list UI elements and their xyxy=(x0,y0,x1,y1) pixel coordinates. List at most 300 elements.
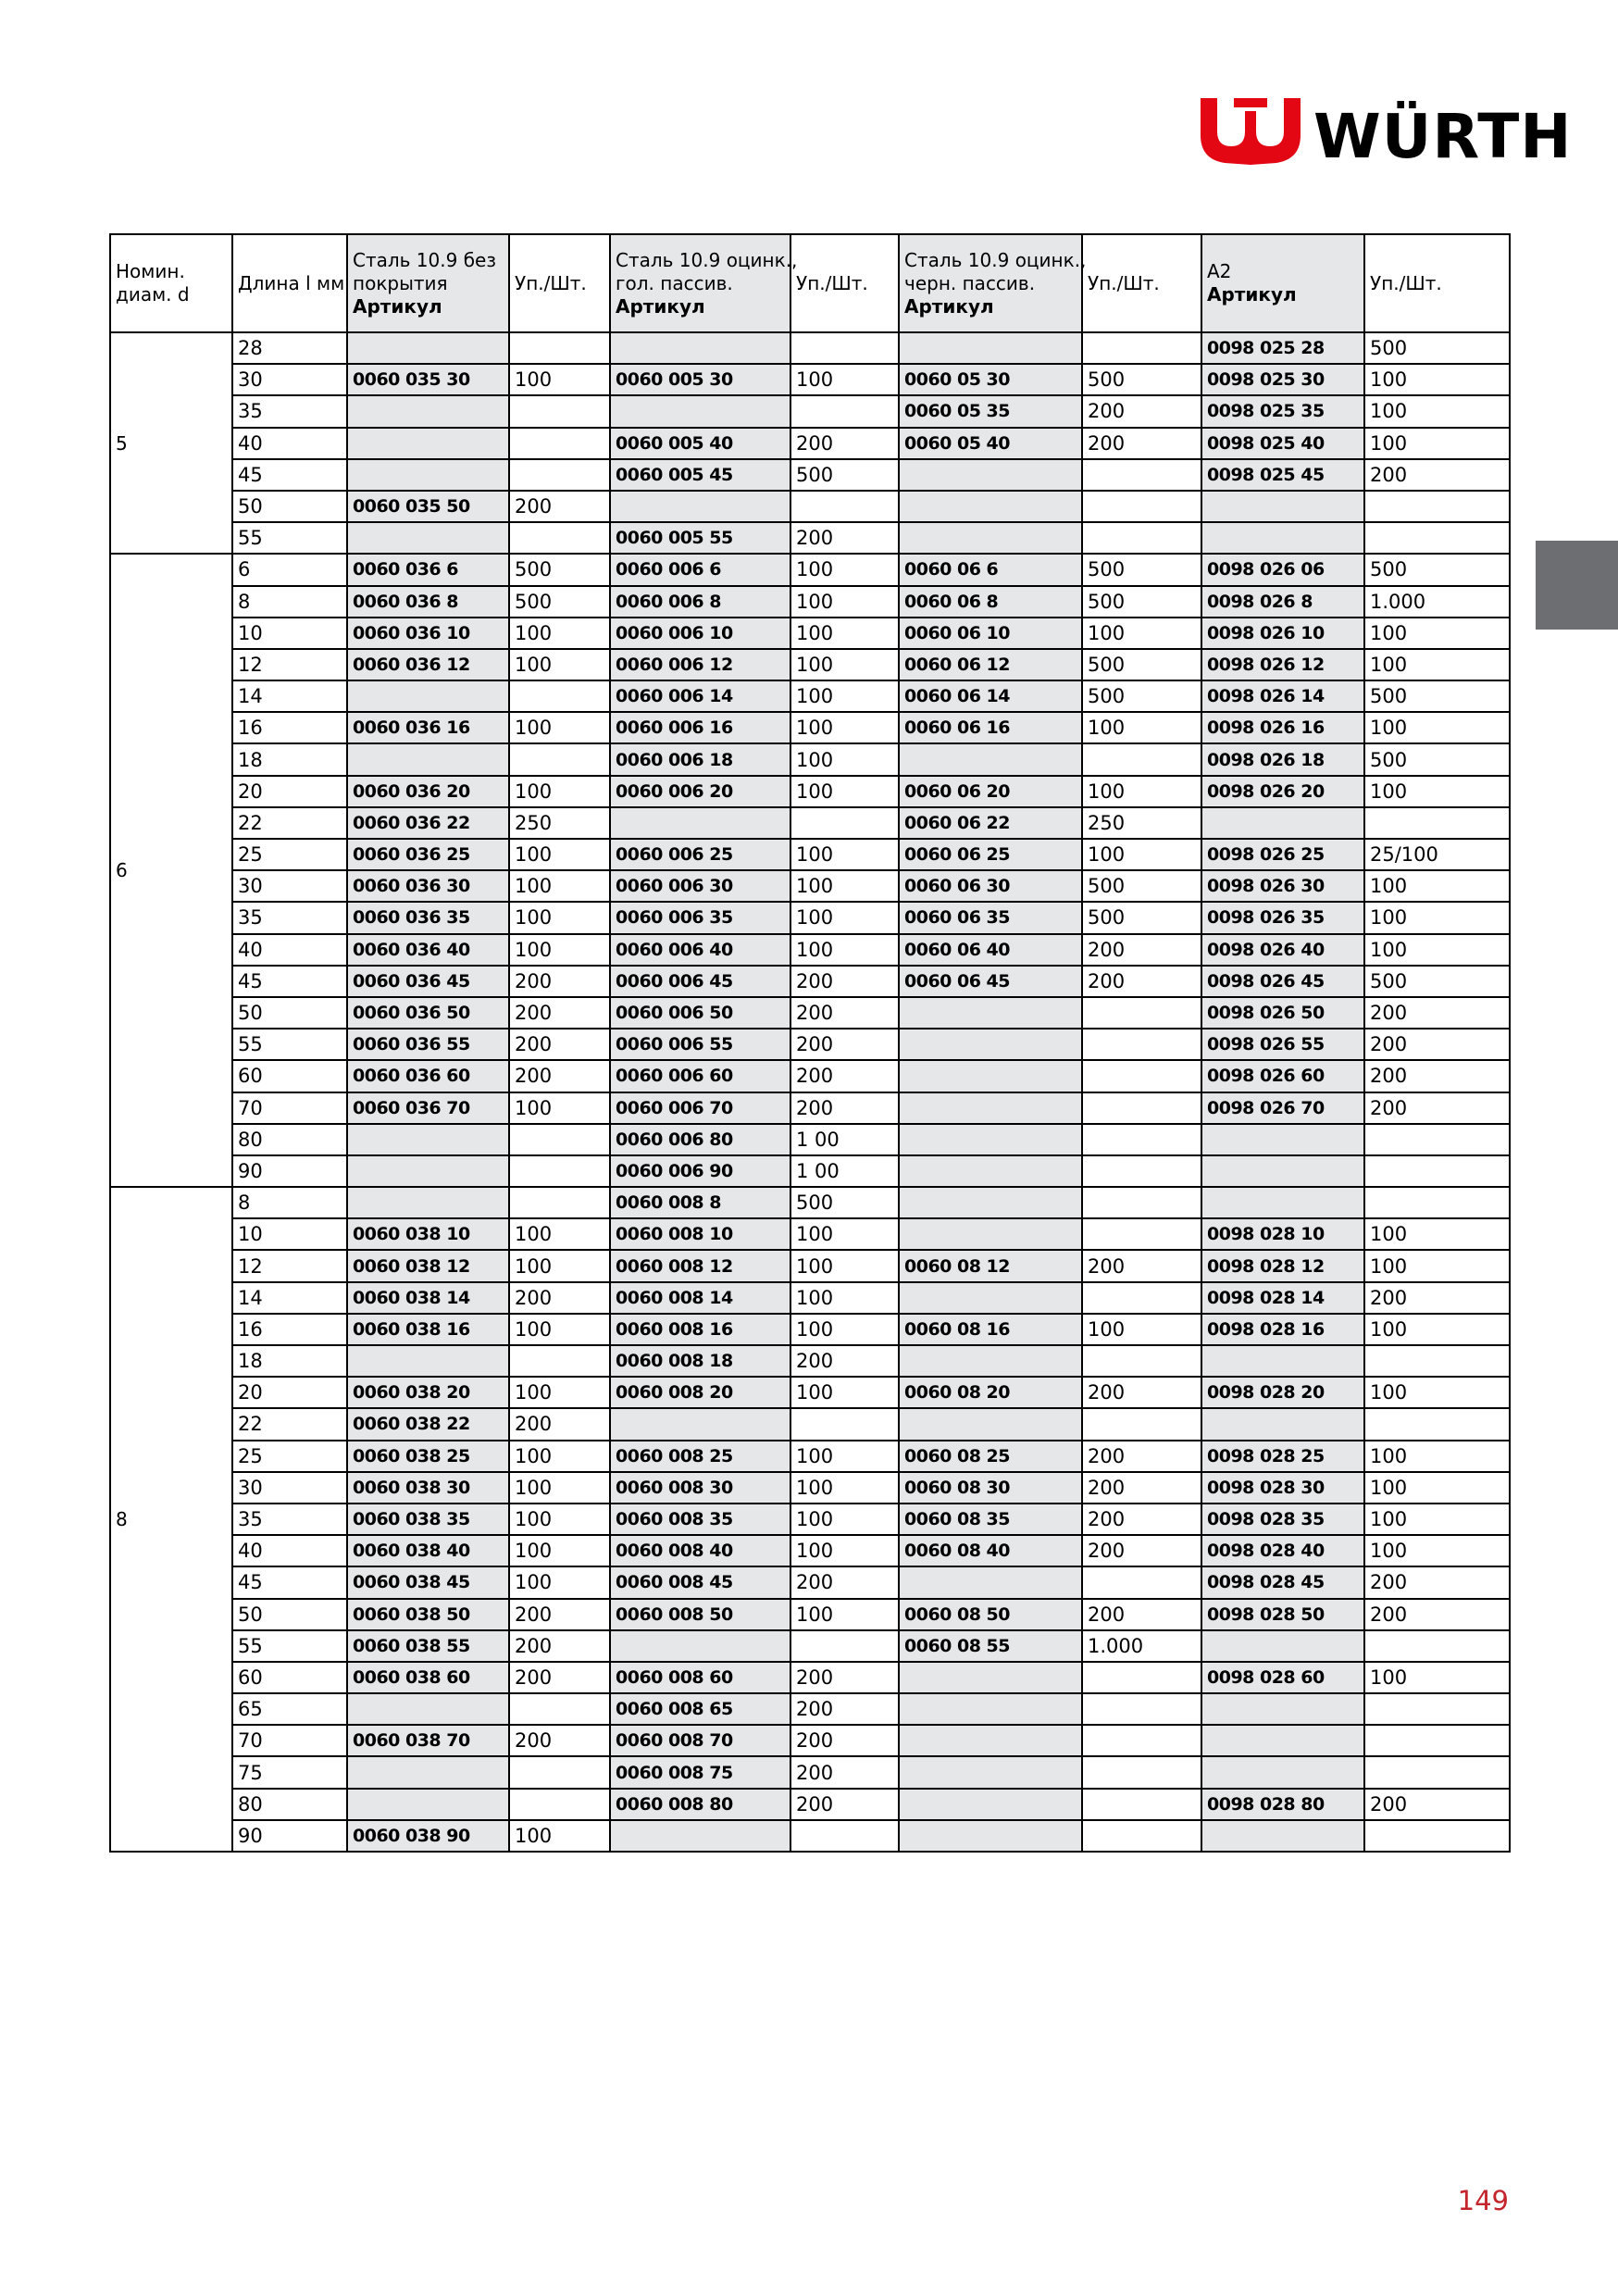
length-cell: 18 xyxy=(232,743,347,775)
table-row xyxy=(110,1124,1510,1155)
article-zinc-black xyxy=(899,332,1082,364)
pack-qty: 100 xyxy=(790,1441,899,1472)
length-cell: 12 xyxy=(232,1250,347,1281)
pack-qty: 100 xyxy=(790,839,899,870)
pack-qty xyxy=(1364,1756,1510,1788)
article-steel-uncoated xyxy=(347,1756,509,1788)
article-steel-uncoated: 0060 038 12 xyxy=(347,1250,509,1281)
article-steel-uncoated: 0060 038 60 xyxy=(347,1662,509,1693)
article-zinc-blue: 0060 008 16 xyxy=(610,1314,790,1345)
table-row xyxy=(110,1029,1510,1060)
article-a2: 0098 028 35 xyxy=(1201,1504,1364,1535)
pack-qty: 500 xyxy=(1364,332,1510,364)
pack-qty xyxy=(509,332,610,364)
article-a2: 0098 026 60 xyxy=(1201,1060,1364,1092)
table-row xyxy=(110,680,1510,712)
pack-qty xyxy=(1364,1124,1510,1155)
length-cell: 22 xyxy=(232,1408,347,1440)
article-a2: 0098 025 30 xyxy=(1201,364,1364,395)
article-a2 xyxy=(1201,1155,1364,1187)
pack-qty xyxy=(1364,1155,1510,1187)
pack-qty xyxy=(1082,522,1201,554)
article-steel-uncoated: 0060 036 40 xyxy=(347,934,509,966)
article-steel-uncoated: 0060 038 22 xyxy=(347,1408,509,1440)
header-pack-qty: Уп./Шт. xyxy=(1364,234,1510,332)
header-stainless-a2 xyxy=(1201,234,1364,332)
pack-qty: 100 xyxy=(1364,1535,1510,1566)
pack-qty xyxy=(509,428,610,459)
pack-qty: 100 xyxy=(790,1314,899,1345)
article-a2: 0098 026 12 xyxy=(1201,649,1364,680)
length-cell: 16 xyxy=(232,712,347,743)
article-a2 xyxy=(1201,491,1364,522)
pack-qty xyxy=(790,1820,899,1852)
article-zinc-blue xyxy=(610,1820,790,1852)
article-steel-uncoated: 0060 038 70 xyxy=(347,1725,509,1756)
article-zinc-black: 0060 08 20 xyxy=(899,1377,1082,1408)
article-zinc-blue: 0060 006 50 xyxy=(610,997,790,1029)
article-table xyxy=(109,233,1511,1853)
article-a2 xyxy=(1201,1756,1364,1788)
pack-qty: 200 xyxy=(790,1756,899,1788)
table-row xyxy=(110,332,1510,364)
table-row xyxy=(110,776,1510,807)
pack-qty: 200 xyxy=(790,966,899,997)
pack-qty: 500 xyxy=(1082,364,1201,395)
pack-qty: 500 xyxy=(1082,649,1201,680)
article-a2: 0098 026 10 xyxy=(1201,618,1364,649)
length-cell: 45 xyxy=(232,459,347,491)
length-cell: 35 xyxy=(232,1504,347,1535)
header-article-label: Артикул xyxy=(904,294,994,318)
pack-qty: 100 xyxy=(1364,712,1510,743)
article-zinc-blue: 0060 008 35 xyxy=(610,1504,790,1535)
pack-qty: 100 xyxy=(1364,870,1510,902)
article-steel-uncoated xyxy=(347,1124,509,1155)
article-zinc-blue xyxy=(610,332,790,364)
pack-qty: 100 xyxy=(509,776,610,807)
article-zinc-blue: 0060 008 18 xyxy=(610,1345,790,1377)
article-zinc-black: 0060 08 50 xyxy=(899,1599,1082,1630)
article-steel-uncoated xyxy=(347,522,509,554)
wurth-logo-text: WÜRTH xyxy=(1313,101,1573,172)
length-cell: 60 xyxy=(232,1662,347,1693)
pack-qty xyxy=(1364,807,1510,839)
table-row xyxy=(110,712,1510,743)
pack-qty: 200 xyxy=(509,1630,610,1662)
article-steel-uncoated: 0060 038 90 xyxy=(347,1820,509,1852)
article-zinc-black: 0060 08 40 xyxy=(899,1535,1082,1566)
pack-qty: 100 xyxy=(1082,618,1201,649)
header-steel-zinc-black xyxy=(899,234,1087,332)
article-a2 xyxy=(1201,1820,1364,1852)
article-a2: 0098 026 16 xyxy=(1201,712,1364,743)
header-line2: покрытия xyxy=(353,271,448,294)
pack-qty: 100 xyxy=(790,1282,899,1314)
table-row xyxy=(110,1789,1510,1820)
article-zinc-black: 0060 05 40 xyxy=(899,428,1082,459)
length-cell: 45 xyxy=(232,966,347,997)
article-steel-uncoated: 0060 036 25 xyxy=(347,839,509,870)
article-steel-uncoated: 0060 038 55 xyxy=(347,1630,509,1662)
length-cell: 28 xyxy=(232,332,347,364)
pack-qty: 100 xyxy=(509,1218,610,1250)
pack-qty: 100 xyxy=(1364,649,1510,680)
article-a2: 0098 028 10 xyxy=(1201,1218,1364,1250)
pack-qty: 200 xyxy=(1082,1535,1201,1566)
pack-qty xyxy=(1082,1155,1201,1187)
article-steel-uncoated: 0060 036 35 xyxy=(347,902,509,933)
table-row xyxy=(110,839,1510,870)
length-cell: 70 xyxy=(232,1725,347,1756)
article-zinc-blue: 0060 008 12 xyxy=(610,1250,790,1281)
article-zinc-black: 0060 06 22 xyxy=(899,807,1082,839)
table-row xyxy=(110,870,1510,902)
article-zinc-black: 0060 06 25 xyxy=(899,839,1082,870)
article-zinc-black: 0060 06 35 xyxy=(899,902,1082,933)
article-a2: 0098 026 55 xyxy=(1201,1029,1364,1060)
table-row xyxy=(110,1630,1510,1662)
pack-qty: 100 xyxy=(509,1504,610,1535)
article-zinc-blue: 0060 008 25 xyxy=(610,1441,790,1472)
article-steel-uncoated: 0060 036 45 xyxy=(347,966,509,997)
article-a2: 0098 026 8 xyxy=(1201,586,1364,618)
pack-qty: 200 xyxy=(1364,1282,1510,1314)
pack-qty: 100 xyxy=(509,1250,610,1281)
article-a2: 0098 026 06 xyxy=(1201,554,1364,585)
page-number: 149 xyxy=(1457,2185,1509,2216)
article-zinc-blue: 0060 006 70 xyxy=(610,1092,790,1124)
pack-qty: 100 xyxy=(790,870,899,902)
pack-qty xyxy=(509,1155,610,1187)
pack-qty: 100 xyxy=(1364,428,1510,459)
article-a2: 0098 026 20 xyxy=(1201,776,1364,807)
table-row xyxy=(110,1472,1510,1504)
pack-qty: 250 xyxy=(1082,807,1201,839)
article-zinc-blue: 0060 008 80 xyxy=(610,1789,790,1820)
pack-qty: 200 xyxy=(509,1662,610,1693)
pack-qty xyxy=(1082,491,1201,522)
pack-qty: 100 xyxy=(790,680,899,712)
pack-qty: 200 xyxy=(1082,1472,1201,1504)
pack-qty xyxy=(1082,1693,1201,1725)
pack-qty: 200 xyxy=(1082,1504,1201,1535)
article-zinc-blue: 0060 006 90 xyxy=(610,1155,790,1187)
article-steel-uncoated: 0060 036 10 xyxy=(347,618,509,649)
article-zinc-black xyxy=(899,1820,1082,1852)
table-row xyxy=(110,1408,1510,1440)
pack-qty: 500 xyxy=(1082,586,1201,618)
table-row xyxy=(110,618,1510,649)
article-zinc-black: 0060 06 14 xyxy=(899,680,1082,712)
length-cell: 25 xyxy=(232,839,347,870)
article-steel-uncoated: 0060 038 25 xyxy=(347,1441,509,1472)
pack-qty xyxy=(1082,1566,1201,1598)
article-steel-uncoated: 0060 036 30 xyxy=(347,870,509,902)
article-zinc-blue: 0060 006 8 xyxy=(610,586,790,618)
pack-qty: 200 xyxy=(790,1345,899,1377)
article-zinc-black: 0060 06 30 xyxy=(899,870,1082,902)
article-zinc-black xyxy=(899,1789,1082,1820)
article-steel-uncoated xyxy=(347,332,509,364)
length-cell: 90 xyxy=(232,1820,347,1852)
pack-qty: 500 xyxy=(1082,554,1201,585)
article-zinc-blue: 0060 006 45 xyxy=(610,966,790,997)
length-cell: 8 xyxy=(232,586,347,618)
pack-qty: 200 xyxy=(1364,1060,1510,1092)
pack-qty: 500 xyxy=(1364,966,1510,997)
table-row xyxy=(110,1599,1510,1630)
table-row xyxy=(110,428,1510,459)
article-zinc-blue: 0060 006 35 xyxy=(610,902,790,933)
table-row xyxy=(110,1820,1510,1852)
length-cell: 35 xyxy=(232,902,347,933)
pack-qty: 100 xyxy=(509,364,610,395)
table-row xyxy=(110,586,1510,618)
article-a2: 0098 025 45 xyxy=(1201,459,1364,491)
pack-qty: 200 xyxy=(509,966,610,997)
article-steel-uncoated xyxy=(347,743,509,775)
article-a2: 0098 026 25 xyxy=(1201,839,1364,870)
pack-qty xyxy=(509,395,610,427)
pack-qty xyxy=(1082,1029,1201,1060)
pack-qty: 200 xyxy=(790,428,899,459)
pack-qty: 500 xyxy=(1364,743,1510,775)
pack-qty: 100 xyxy=(1364,1441,1510,1472)
pack-qty: 100 xyxy=(790,1472,899,1504)
length-cell: 90 xyxy=(232,1155,347,1187)
table-row xyxy=(110,522,1510,554)
article-steel-uncoated: 0060 038 20 xyxy=(347,1377,509,1408)
pack-qty: 200 xyxy=(790,1092,899,1124)
pack-qty: 200 xyxy=(1364,1566,1510,1598)
article-a2 xyxy=(1201,1725,1364,1756)
article-steel-uncoated: 0060 036 70 xyxy=(347,1092,509,1124)
table-row xyxy=(110,1662,1510,1693)
table-row xyxy=(110,1250,1510,1281)
pack-qty: 200 xyxy=(509,1060,610,1092)
article-a2 xyxy=(1201,522,1364,554)
table-row xyxy=(110,491,1510,522)
pack-qty xyxy=(790,1630,899,1662)
article-a2: 0098 028 25 xyxy=(1201,1441,1364,1472)
article-zinc-black: 0060 06 45 xyxy=(899,966,1082,997)
article-zinc-blue: 0060 005 45 xyxy=(610,459,790,491)
article-zinc-black xyxy=(899,1693,1082,1725)
pack-qty xyxy=(509,680,610,712)
pack-qty: 100 xyxy=(1364,364,1510,395)
article-zinc-black xyxy=(899,1029,1082,1060)
article-zinc-blue: 0060 006 25 xyxy=(610,839,790,870)
article-zinc-black xyxy=(899,1756,1082,1788)
pack-qty: 100 xyxy=(790,649,899,680)
length-cell: 30 xyxy=(232,364,347,395)
wurth-logo xyxy=(1201,98,1573,172)
pack-qty xyxy=(1082,997,1201,1029)
header-pack-qty: Уп./Шт. xyxy=(509,234,610,332)
article-zinc-black xyxy=(899,459,1082,491)
pack-qty xyxy=(1082,1662,1201,1693)
article-a2: 0098 025 28 xyxy=(1201,332,1364,364)
pack-qty: 1.000 xyxy=(1364,586,1510,618)
pack-qty: 500 xyxy=(509,554,610,585)
article-a2: 0098 026 45 xyxy=(1201,966,1364,997)
article-a2: 0098 026 30 xyxy=(1201,870,1364,902)
length-cell: 30 xyxy=(232,1472,347,1504)
article-a2: 0098 028 12 xyxy=(1201,1250,1364,1281)
article-a2: 0098 028 30 xyxy=(1201,1472,1364,1504)
length-cell: 55 xyxy=(232,1630,347,1662)
pack-qty: 200 xyxy=(1082,1441,1201,1472)
article-zinc-black: 0060 06 6 xyxy=(899,554,1082,585)
article-zinc-blue xyxy=(610,395,790,427)
table-row xyxy=(110,395,1510,427)
header-line1: A2 xyxy=(1207,260,1232,282)
length-cell: 50 xyxy=(232,997,347,1029)
pack-qty: 200 xyxy=(790,522,899,554)
article-a2 xyxy=(1201,1693,1364,1725)
pack-qty: 200 xyxy=(1364,1599,1510,1630)
article-zinc-blue: 0060 008 20 xyxy=(610,1377,790,1408)
pack-qty: 100 xyxy=(509,1441,610,1472)
pack-qty: 100 xyxy=(790,554,899,585)
pack-qty: 200 xyxy=(509,1599,610,1630)
article-zinc-black: 0060 06 20 xyxy=(899,776,1082,807)
article-zinc-black: 0060 06 40 xyxy=(899,934,1082,966)
article-zinc-black: 0060 06 10 xyxy=(899,618,1082,649)
table-row xyxy=(110,1345,1510,1377)
table-row xyxy=(110,1566,1510,1598)
pack-qty xyxy=(1082,1092,1201,1124)
article-zinc-blue: 0060 005 40 xyxy=(610,428,790,459)
article-zinc-black: 0060 05 35 xyxy=(899,395,1082,427)
pack-qty xyxy=(1364,1630,1510,1662)
article-steel-uncoated xyxy=(347,1345,509,1377)
length-cell: 18 xyxy=(232,1345,347,1377)
table-row xyxy=(110,1504,1510,1535)
length-cell: 60 xyxy=(232,1060,347,1092)
header-article-label: Артикул xyxy=(353,294,442,318)
table-row xyxy=(110,1756,1510,1788)
pack-qty xyxy=(509,1124,610,1155)
header-article-label: Артикул xyxy=(1207,283,1297,306)
pack-qty xyxy=(790,332,899,364)
table-row xyxy=(110,743,1510,775)
pack-qty xyxy=(1082,1060,1201,1092)
pack-qty: 200 xyxy=(509,997,610,1029)
pack-qty: 500 xyxy=(1082,870,1201,902)
pack-qty: 100 xyxy=(1364,1314,1510,1345)
article-zinc-black: 0060 06 16 xyxy=(899,712,1082,743)
article-steel-uncoated xyxy=(347,1187,509,1218)
article-zinc-blue: 0060 005 55 xyxy=(610,522,790,554)
article-a2: 0098 028 50 xyxy=(1201,1599,1364,1630)
article-zinc-black: 0060 06 8 xyxy=(899,586,1082,618)
pack-qty xyxy=(1082,1756,1201,1788)
length-cell: 16 xyxy=(232,1314,347,1345)
article-zinc-blue: 0060 006 16 xyxy=(610,712,790,743)
pack-qty xyxy=(790,807,899,839)
article-steel-uncoated: 0060 038 30 xyxy=(347,1472,509,1504)
length-cell: 50 xyxy=(232,491,347,522)
pack-qty xyxy=(1082,459,1201,491)
pack-qty: 100 xyxy=(1364,1662,1510,1693)
pack-qty xyxy=(1082,1218,1201,1250)
table-header-row xyxy=(110,234,1510,332)
article-zinc-black xyxy=(899,1725,1082,1756)
header-line1: Сталь 10.9 оцинк., xyxy=(616,248,798,271)
article-zinc-blue xyxy=(610,1408,790,1440)
article-zinc-black xyxy=(899,1187,1082,1218)
pack-qty: 200 xyxy=(509,1725,610,1756)
article-steel-uncoated xyxy=(347,1789,509,1820)
pack-qty: 200 xyxy=(790,1725,899,1756)
article-zinc-blue: 0060 006 40 xyxy=(610,934,790,966)
pack-qty: 100 xyxy=(1082,776,1201,807)
pack-qty xyxy=(1364,522,1510,554)
table-row xyxy=(110,934,1510,966)
article-a2 xyxy=(1201,1124,1364,1155)
article-steel-uncoated: 0060 036 60 xyxy=(347,1060,509,1092)
pack-qty: 500 xyxy=(790,459,899,491)
article-zinc-black xyxy=(899,1408,1082,1440)
pack-qty xyxy=(1082,1345,1201,1377)
pack-qty: 100 xyxy=(790,586,899,618)
article-zinc-black xyxy=(899,1124,1082,1155)
pack-qty: 250 xyxy=(509,807,610,839)
pack-qty xyxy=(1082,1282,1201,1314)
article-zinc-black: 0060 06 12 xyxy=(899,649,1082,680)
pack-qty xyxy=(1082,1725,1201,1756)
article-zinc-blue: 0060 006 14 xyxy=(610,680,790,712)
length-cell: 12 xyxy=(232,649,347,680)
pack-qty: 1 00 xyxy=(790,1155,899,1187)
article-table-container xyxy=(109,233,1509,1853)
pack-qty xyxy=(509,459,610,491)
pack-qty: 25/100 xyxy=(1364,839,1510,870)
pack-qty: 100 xyxy=(509,1535,610,1566)
pack-qty: 100 xyxy=(790,902,899,933)
pack-qty: 100 xyxy=(509,649,610,680)
article-zinc-blue: 0060 006 6 xyxy=(610,554,790,585)
article-zinc-blue: 0060 008 40 xyxy=(610,1535,790,1566)
pack-qty xyxy=(509,1756,610,1788)
length-cell: 65 xyxy=(232,1693,347,1725)
length-cell: 22 xyxy=(232,807,347,839)
article-a2 xyxy=(1201,1408,1364,1440)
table-row xyxy=(110,902,1510,933)
article-zinc-black: 0060 08 30 xyxy=(899,1472,1082,1504)
table-row xyxy=(110,554,1510,585)
article-zinc-black xyxy=(899,1155,1082,1187)
pack-qty: 100 xyxy=(1364,1504,1510,1535)
header-steel-zinc-blue xyxy=(610,234,798,332)
wurth-logo-mark xyxy=(1201,98,1301,165)
pack-qty: 200 xyxy=(1082,934,1201,966)
pack-qty: 100 xyxy=(790,743,899,775)
pack-qty: 200 xyxy=(790,1693,899,1725)
article-zinc-black: 0060 08 25 xyxy=(899,1441,1082,1472)
length-cell: 40 xyxy=(232,428,347,459)
article-zinc-blue: 0060 008 65 xyxy=(610,1693,790,1725)
pack-qty: 200 xyxy=(790,1060,899,1092)
pack-qty xyxy=(509,1789,610,1820)
article-zinc-blue: 0060 008 70 xyxy=(610,1725,790,1756)
pack-qty xyxy=(1082,1789,1201,1820)
pack-qty: 200 xyxy=(1082,1599,1201,1630)
article-steel-uncoated: 0060 038 10 xyxy=(347,1218,509,1250)
pack-qty: 100 xyxy=(790,364,899,395)
